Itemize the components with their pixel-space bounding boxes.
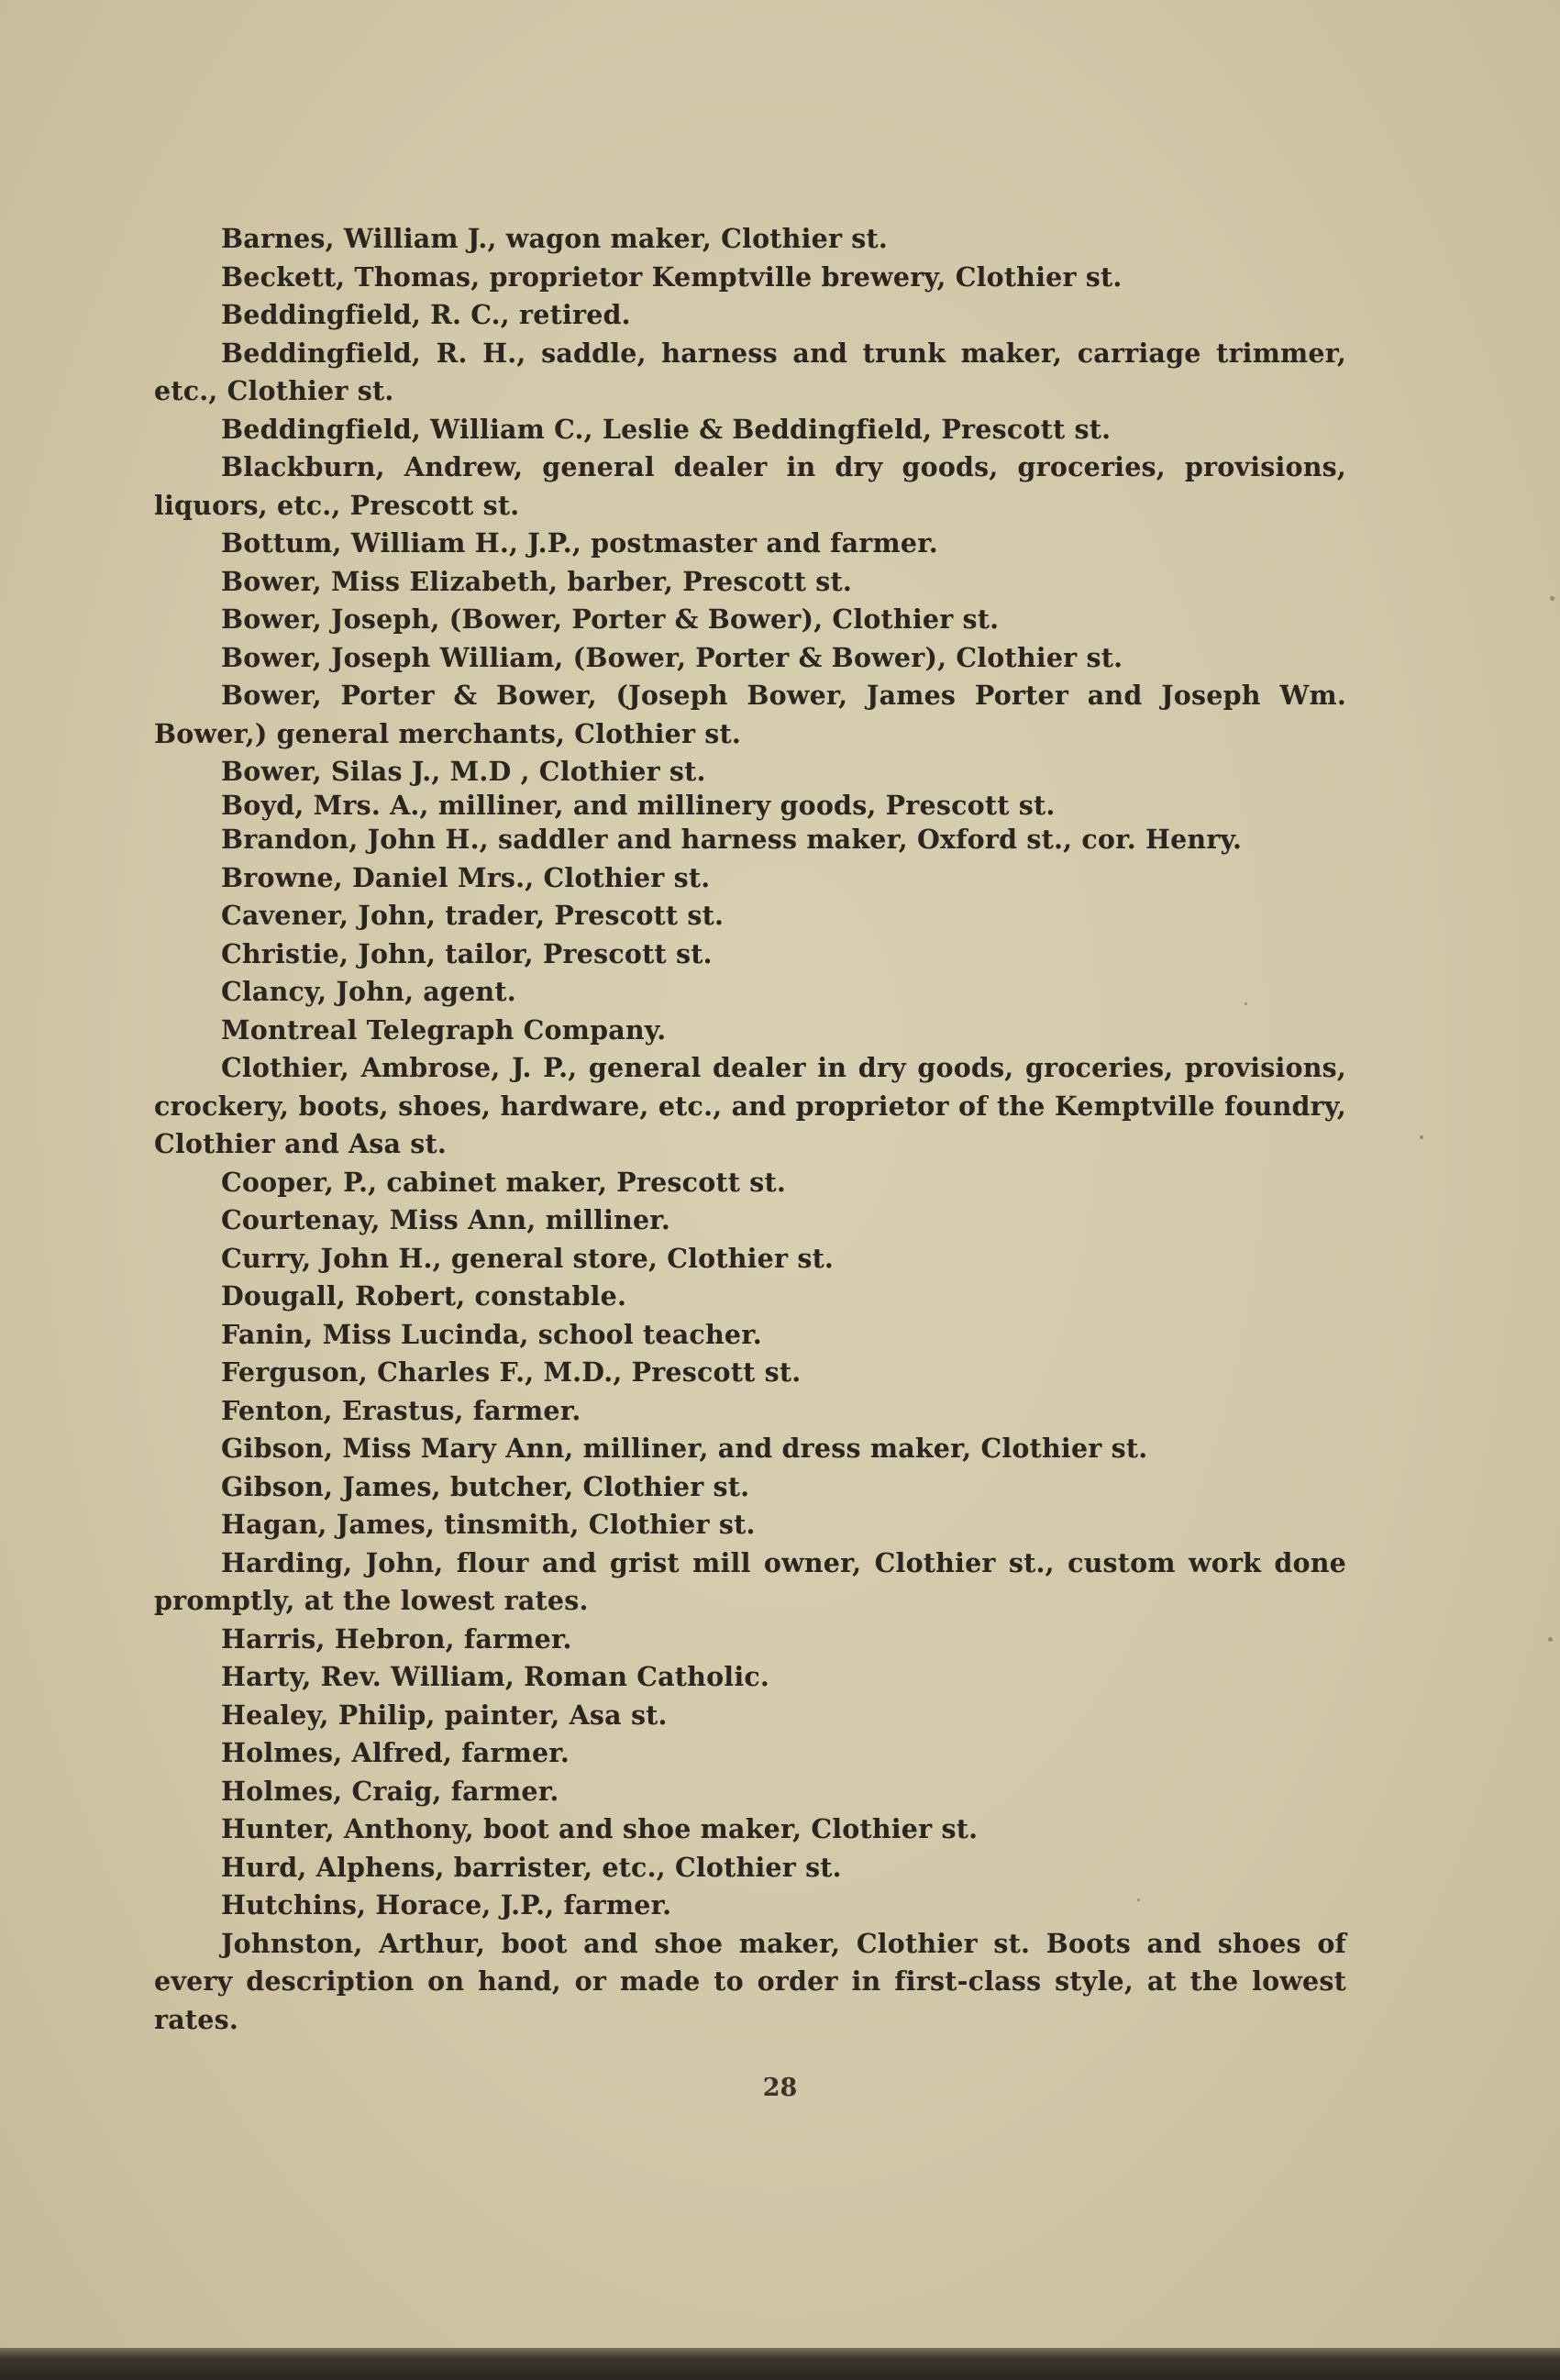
directory-entry: Harty, Rev. William, Roman Catholic. xyxy=(221,1661,770,1692)
directory-entry: Boyd, Mrs. A., milliner, and millinery goods, Prescott st. xyxy=(221,790,1056,821)
directory-entry: Bower, Joseph William, (Bower, Porter & Bower), Clothier st. xyxy=(221,641,1123,673)
paper-speck xyxy=(1137,1898,1140,1901)
directory-entry: Bower, Joseph, (Bower, Porter & Bower), Clothier st. xyxy=(221,603,1000,635)
directory-entry: Cavener, John, trader, Prescott st. xyxy=(221,900,725,931)
directory-entry: Healey, Philip, painter, Asa st. xyxy=(221,1699,668,1731)
directory-entry: Clothier, Ambrose, J. P., general dealer in dry goods, groceries, provisions, crockery, boots, shoes, hardware, etc., and proprietor of the Kemptville foundry, Clothier and Asa st. xyxy=(154,1052,1346,1159)
directory-entry: Hutchins, Horace, J.P., farmer. xyxy=(221,1889,672,1921)
directory-entry: Hurd, Alphens, barrister, etc., Clothier st. xyxy=(221,1851,842,1883)
directory-entry: Cooper, P., cabinet maker, Prescott st. xyxy=(221,1166,786,1198)
directory-entry: Christie, John, tailor, Prescott st. xyxy=(221,937,713,969)
paper-speck xyxy=(1420,1135,1423,1139)
directory-listing xyxy=(154,220,1346,2039)
directory-entry: Hunter, Anthony, boot and shoe maker, Clothier st. xyxy=(221,1813,979,1844)
paper-speck xyxy=(1245,1002,1247,1005)
directory-entry: Holmes, Alfred, farmer. xyxy=(221,1737,570,1768)
directory-entry: Fenton, Erastus, farmer. xyxy=(221,1394,581,1426)
directory-entry: Blackburn, Andrew, general dealer in dry goods, groceries, provisions, liquors, etc., Prescott st. xyxy=(154,451,1346,521)
directory-entry: Barnes, William J., wagon maker, Clothier st. xyxy=(221,223,889,254)
directory-entry: Dougall, Robert, constable. xyxy=(221,1280,627,1312)
directory-entry: Harding, John, flour and grist mill owner, Clothier st., custom work done promptly, at the lowest rates. xyxy=(154,1546,1346,1616)
directory-entry: Harris, Hebron, farmer. xyxy=(221,1622,572,1655)
directory-entry: Johnston, Arthur, boot and shoe maker, Clothier st. Boots and shoes of every description on hand, or made to order in first-class style, at the lowest rates. xyxy=(154,1927,1346,2035)
directory-entry: Browne, Daniel Mrs., Clothier st. xyxy=(221,861,711,893)
directory-entry: Beddingfield, R. C., retired. xyxy=(221,299,631,330)
directory-entry: Hagan, James, tinsmith, Clothier st. xyxy=(221,1509,756,1540)
directory-entry: Beddingfield, William C., Leslie & Beddingfield, Prescott st. xyxy=(221,413,1112,445)
page-number: 28 xyxy=(762,2074,798,2102)
directory-entry: Gibson, Miss Mary Ann, milliner, and dress maker, Clothier st. xyxy=(221,1433,1148,1464)
directory-entry: Bower, Silas J., M.D , Clothier st. xyxy=(221,756,706,787)
scan-bottom-edge xyxy=(0,2348,1560,2380)
directory-entry: Clancy, John, agent. xyxy=(221,976,516,1007)
paper-speck xyxy=(1548,1637,1553,1642)
directory-entry: Holmes, Craig, farmer. xyxy=(221,1775,559,1807)
directory-entry: Gibson, James, butcher, Clothier st. xyxy=(221,1470,750,1502)
directory-entry: Brandon, John H., saddler and harness maker, Oxford st., cor. Henry. xyxy=(221,824,1243,855)
directory-entry: Montreal Telegraph Company. xyxy=(221,1013,667,1046)
directory-entry: Bottum, William H., J.P., postmaster and farmer. xyxy=(221,527,938,559)
directory-entry: Bower, Porter & Bower, (Joseph Bower, James Porter and Joseph Wm. Bower,) general merchants, Clothier st. xyxy=(154,680,1346,749)
directory-entry: Ferguson, Charles F., M.D., Prescott st. xyxy=(221,1356,802,1388)
directory-entry: Fanin, Miss Lucinda, school teacher. xyxy=(221,1318,762,1350)
directory-entry: Beckett, Thomas, proprietor Kemptville brewery, Clothier st. xyxy=(221,260,1123,293)
directory-entry: Courtenay, Miss Ann, milliner. xyxy=(221,1204,671,1235)
directory-entry: Curry, John H., general store, Clothier st. xyxy=(221,1242,835,1274)
directory-entry: Bower, Miss Elizabeth, barber, Prescott st. xyxy=(221,565,852,597)
directory-entry: Beddingfield, R. H., saddle, harness and trunk maker, carriage trimmer, etc., Clothier st. xyxy=(154,337,1346,406)
paper-speck xyxy=(1550,596,1554,601)
